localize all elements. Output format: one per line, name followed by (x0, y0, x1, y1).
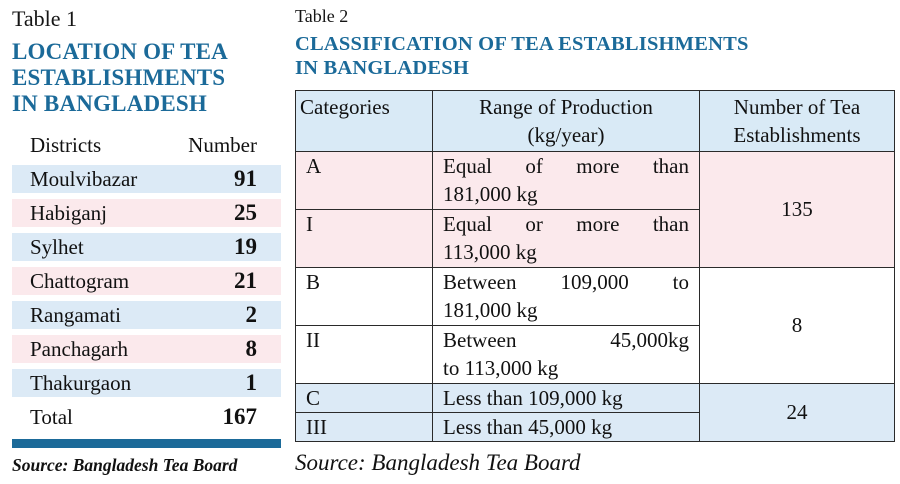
count-cell: 135 (700, 152, 895, 268)
category-cell: I (296, 210, 433, 268)
category-cell: B (296, 268, 433, 326)
table2-header-row (296, 91, 895, 152)
total-value: 167 (222, 404, 257, 429)
table-row (12, 267, 281, 295)
table-row (12, 233, 281, 261)
district-cell: Thakurgaon (30, 370, 132, 395)
table2-title-line1: CLASSIFICATION OF TEA ESTABLISHMENTS (295, 33, 749, 55)
districts-column-header: Districts (30, 133, 102, 157)
table2-panel (295, 6, 895, 476)
table2-title (295, 33, 895, 80)
table1-source: Source: Bangladesh Tea Board (12, 455, 238, 475)
number-column-header: Number (188, 133, 257, 157)
category-cell: C (296, 384, 433, 413)
table-row (12, 335, 281, 363)
number-cell: 19 (234, 234, 257, 259)
table1-label: Table 1 (12, 6, 78, 31)
table-row (296, 384, 895, 413)
table-row (296, 152, 895, 210)
number-cell: 8 (245, 336, 257, 361)
number-cell: 21 (234, 268, 257, 293)
classification-table (295, 90, 895, 442)
table1-panel (12, 6, 281, 476)
district-cell: Panchagarh (30, 336, 128, 361)
district-cell: Moulvibazar (30, 166, 138, 191)
range-cell: Equal or more than 113,000 kg (433, 210, 700, 268)
number-cell: 1 (245, 370, 257, 395)
table1-total-row (12, 403, 281, 431)
table2-label: Table 2 (295, 6, 349, 26)
table-row (12, 301, 281, 329)
range-cell: Equal of more than 181,000 kg (433, 152, 700, 210)
count-cell: 24 (700, 384, 895, 442)
table-row (12, 199, 281, 227)
table2-source: Source: Bangladesh Tea Board (295, 450, 581, 475)
table1-header-row (12, 132, 281, 159)
table1-title-line3: IN BANGLADESH (12, 91, 207, 116)
category-cell: III (296, 413, 433, 442)
category-cell: A (296, 152, 433, 210)
number-cell: 91 (234, 166, 257, 191)
categories-column-header: Categories (296, 91, 433, 152)
count-cell: 8 (700, 268, 895, 384)
range-cell: Less than 45,000 kg (433, 413, 700, 442)
district-cell: Sylhet (30, 234, 84, 259)
range-column-header: Range of Production (kg/year) (433, 91, 700, 152)
table2-title-line2: IN BANGLADESH (295, 56, 470, 79)
table-row (12, 369, 281, 397)
district-cell: Chattogram (30, 268, 130, 293)
table-row (12, 165, 281, 193)
range-cell: Between 109,000 to 181,000 kg (433, 268, 700, 326)
number-cell: 25 (234, 200, 257, 225)
district-cell: Rangamati (30, 302, 121, 327)
divider-bar (12, 439, 281, 448)
number-cell: 2 (245, 302, 257, 327)
number-column-header: Number of Tea Establishments (700, 91, 895, 152)
table1-title (12, 39, 281, 117)
table-row (296, 268, 895, 326)
table1-title-line2: ESTABLISHMENTS (12, 65, 226, 90)
district-cell: Habiganj (30, 200, 107, 225)
range-cell: Less than 109,000 kg (433, 384, 700, 413)
total-label: Total (30, 404, 73, 429)
range-cell: Between 45,000kg to 113,000 kg (433, 326, 700, 384)
table1-title-line1: LOCATION OF TEA (12, 39, 228, 64)
category-cell: II (296, 326, 433, 384)
